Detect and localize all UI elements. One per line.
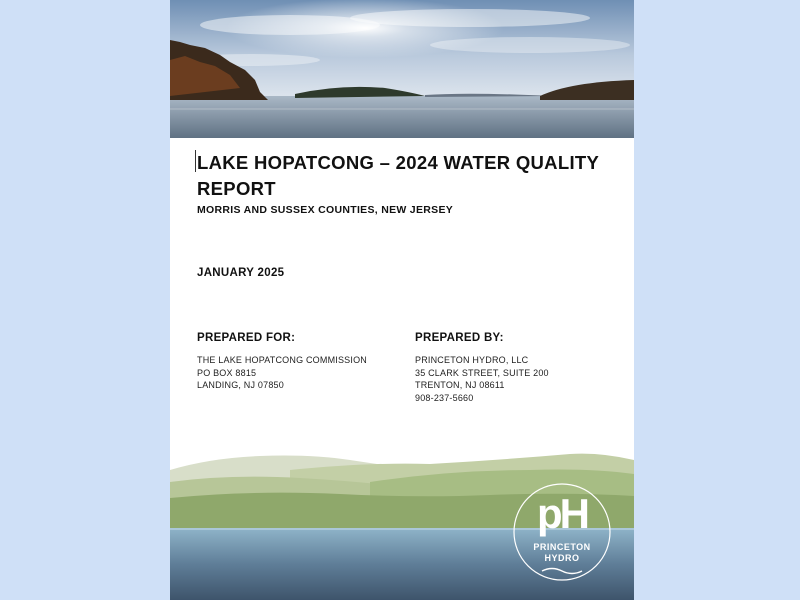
prepared-for-line: PO BOX 8815 [197, 367, 257, 378]
prepared-for-block [197, 332, 367, 392]
logo-line: PRINCETON [533, 542, 591, 552]
report-date: JANUARY 2025 [197, 267, 285, 279]
prepared-by-line: PRINCETON HYDRO, LLC [415, 355, 529, 365]
wave-icon [514, 566, 610, 576]
report-title: LAKE HOPATCONG – 2024 WATER QUALITY REPORT [197, 152, 599, 199]
text-cursor [195, 150, 196, 172]
prepared-for-heading: PREPARED FOR: [197, 332, 296, 344]
prepared-for-line: LANDING, NJ 07850 [197, 380, 284, 390]
lake-photo [170, 0, 634, 138]
prepared-by-block [415, 332, 549, 404]
report-cover-page [170, 0, 634, 600]
prepared-by-line: 35 CLARK STREET, SUITE 200 [415, 367, 549, 378]
prepared-by-line: TRENTON, NJ 08611 [415, 380, 505, 390]
logo-mark: pH [537, 490, 587, 537]
prepared-by-line: 908-237-5660 [415, 392, 474, 403]
princeton-hydro-logo [514, 484, 610, 580]
logo-line: HYDRO [544, 553, 580, 563]
report-subtitle: MORRIS AND SUSSEX COUNTIES, NEW JERSEY [197, 204, 454, 216]
prepared-for-line: THE LAKE HOPATCONG COMMISSION [197, 355, 367, 365]
prepared-by-heading: PREPARED BY: [415, 332, 504, 344]
